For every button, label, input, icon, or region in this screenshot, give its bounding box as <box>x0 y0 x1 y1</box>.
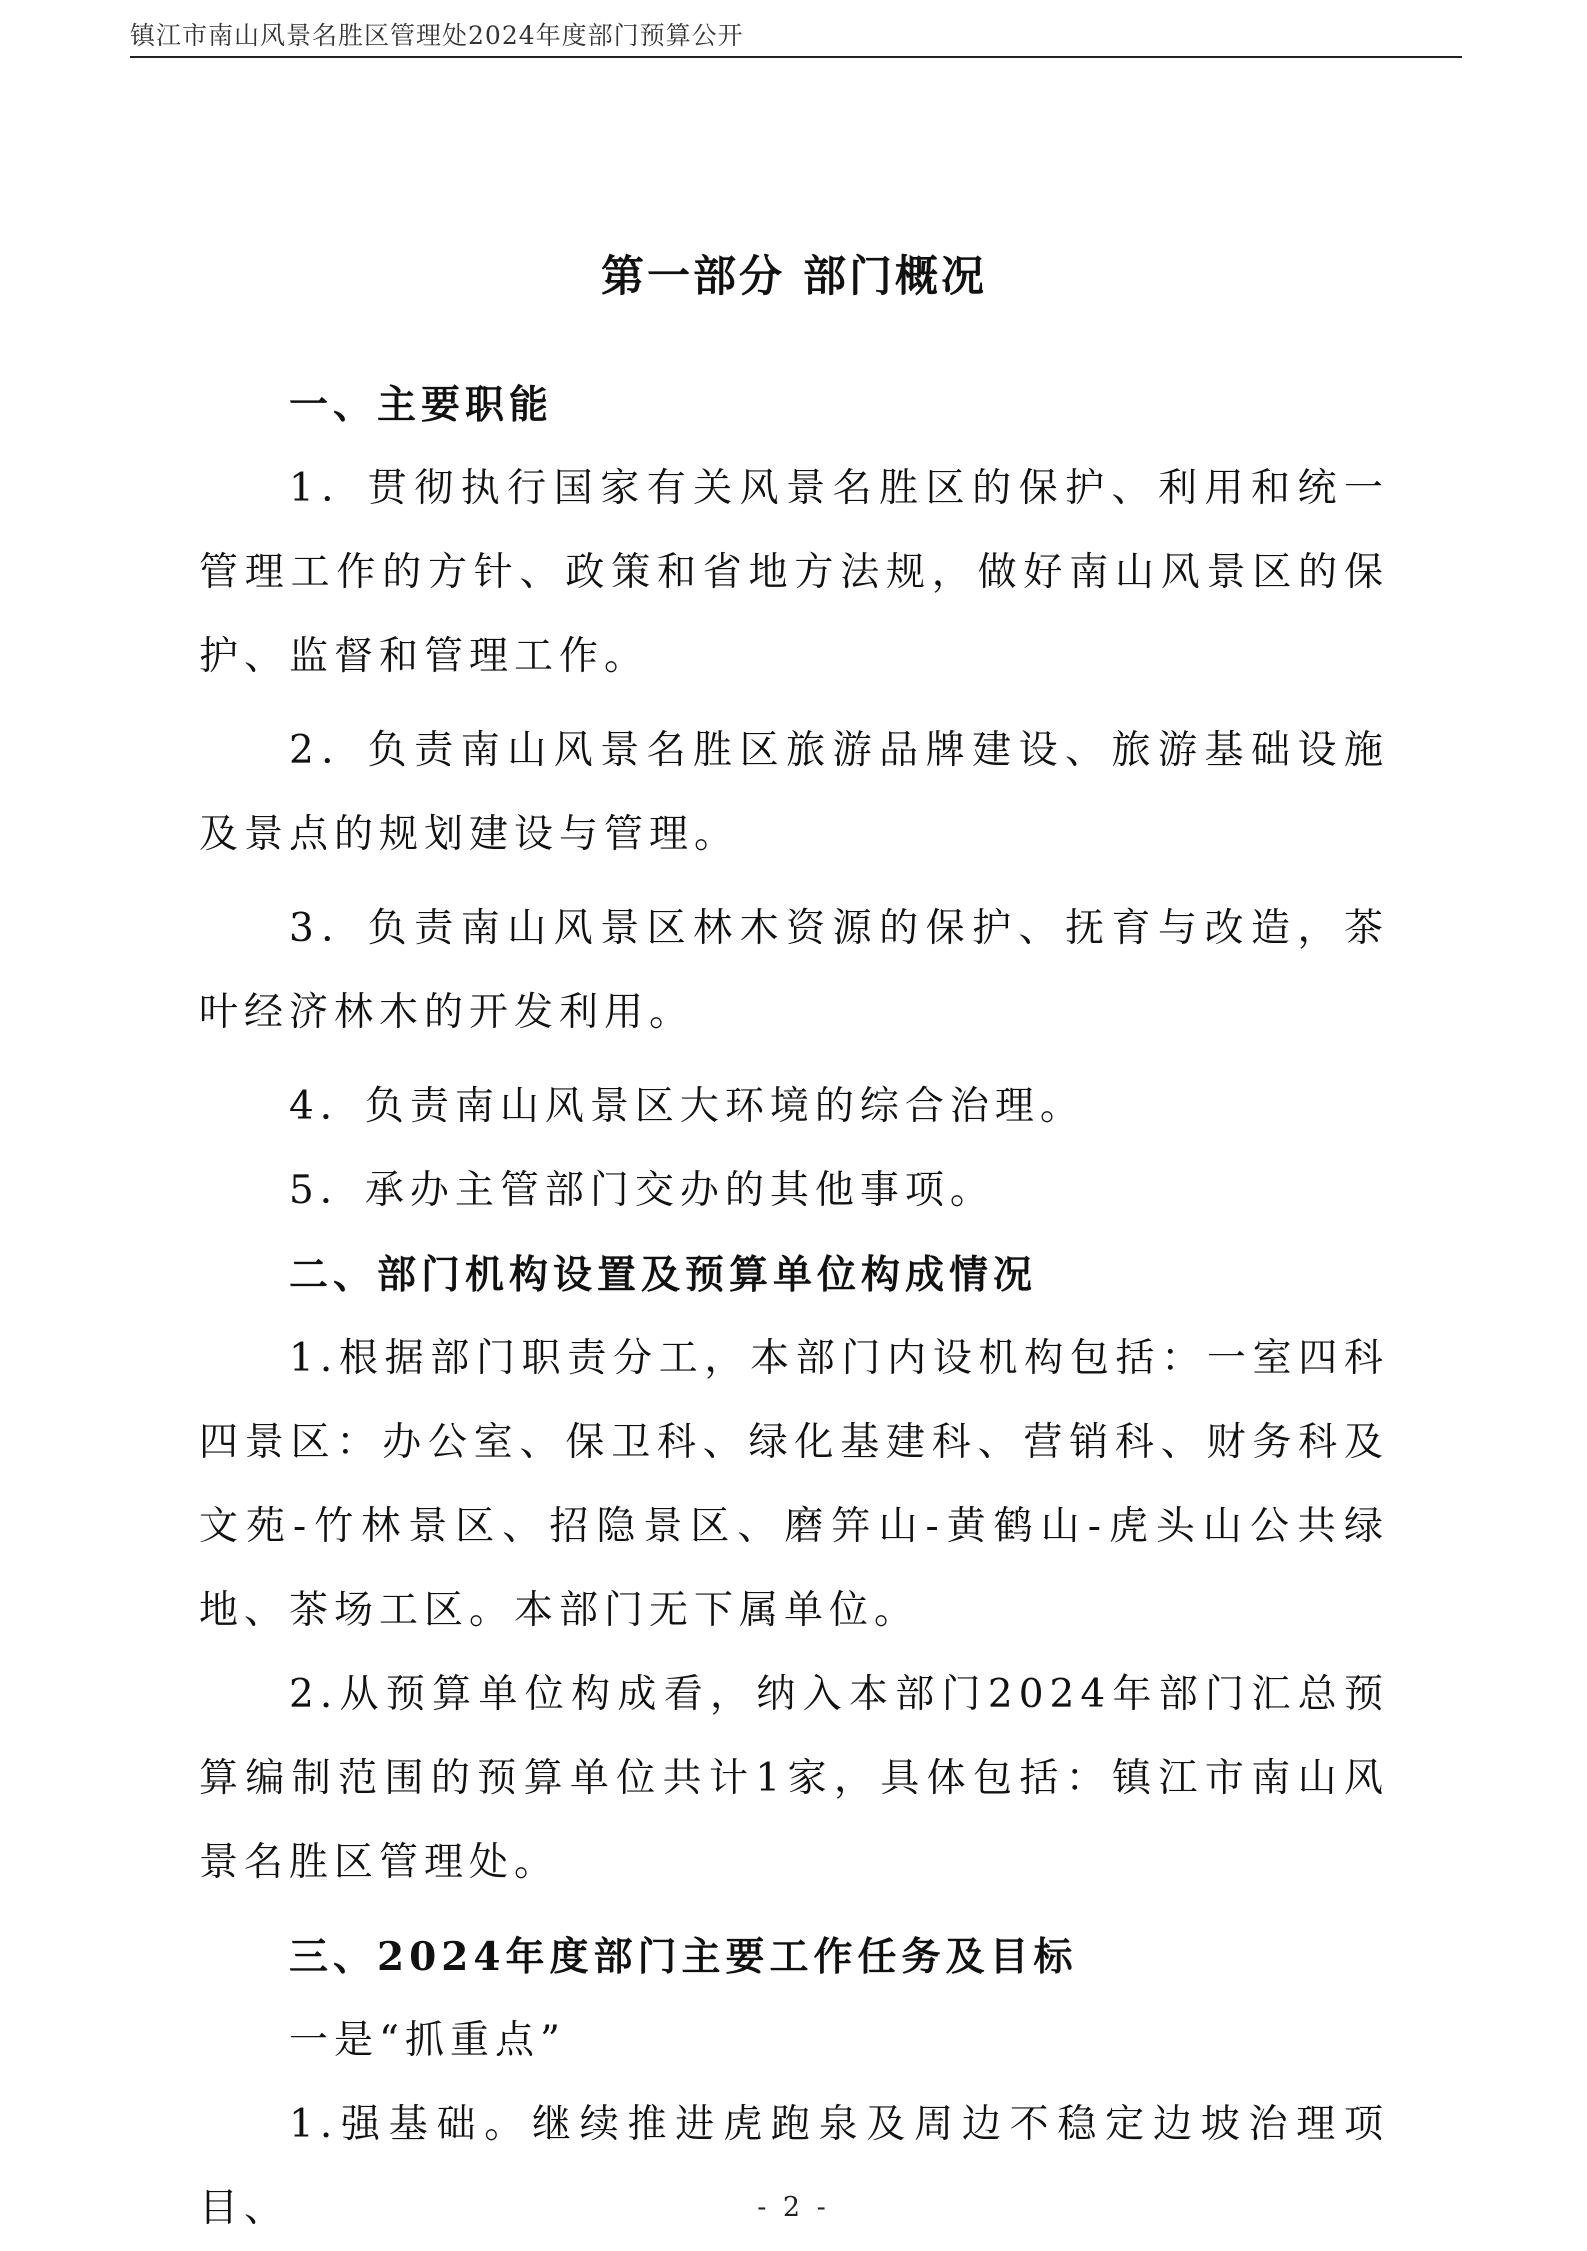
paragraph-function-1: 1．贯彻执行国家有关风景名胜区的保护、利用和统一管理工作的方针、政策和省地方法规，做好南山风景区的保护、监督和管理工作。 <box>199 466 1389 679</box>
paragraph-tasks-1: 一是“抓重点” <box>289 2018 566 2063</box>
running-header: 镇江市南山风景名胜区管理处2024年度部门预算公开 <box>130 21 744 50</box>
paragraph-tasks-2: 1.强基础。继续推进虎跑泉及周边不稳定边坡治理项目、 <box>199 2102 1389 2231</box>
part-title: 第一部分 部门概况 <box>601 252 987 302</box>
paragraph-function-2: 2．负责南山风景名胜区旅游品牌建设、旅游基础设施及景点的规划建设与管理。 <box>199 728 1389 857</box>
header-divider <box>130 56 1462 58</box>
paragraph-function-3: 3．负责南山风景区林木资源的保护、抚育与改造，茶叶经济林木的开发利用。 <box>199 906 1389 1035</box>
paragraph-function-5: 5．承办主管部门交办的其他事项。 <box>289 1168 995 1213</box>
page-number: - 2 - <box>757 2192 830 2223</box>
paragraph-function-4: 4．负责南山风景区大环境的综合治理。 <box>289 1084 1085 1129</box>
section-heading-organization: 二、部门机构设置及预算单位构成情况 <box>289 1252 1038 1298</box>
section-heading-main-functions: 一、主要职能 <box>289 382 554 428</box>
paragraph-organization-2: 2.从预算单位构成看，纳入本部门2024年部门汇总预算编制范围的预算单位共计1家，具体包括：镇江市南山风景名胜区管理处。 <box>199 1672 1389 1885</box>
document-body <box>199 252 1389 2251</box>
paragraph-organization-1: 1.根据部门职责分工，本部门内设机构包括：一室四科四景区：办公室、保卫科、绿化基建科、营销科、财务科及文苑-竹林景区、招隐景区、磨笄山-黄鹤山-虎头山公共绿地、茶场工区。本部门无下属单位。 <box>199 1336 1389 1633</box>
section-heading-tasks: 三、2024年度部门主要工作任务及目标 <box>289 1934 1078 1980</box>
